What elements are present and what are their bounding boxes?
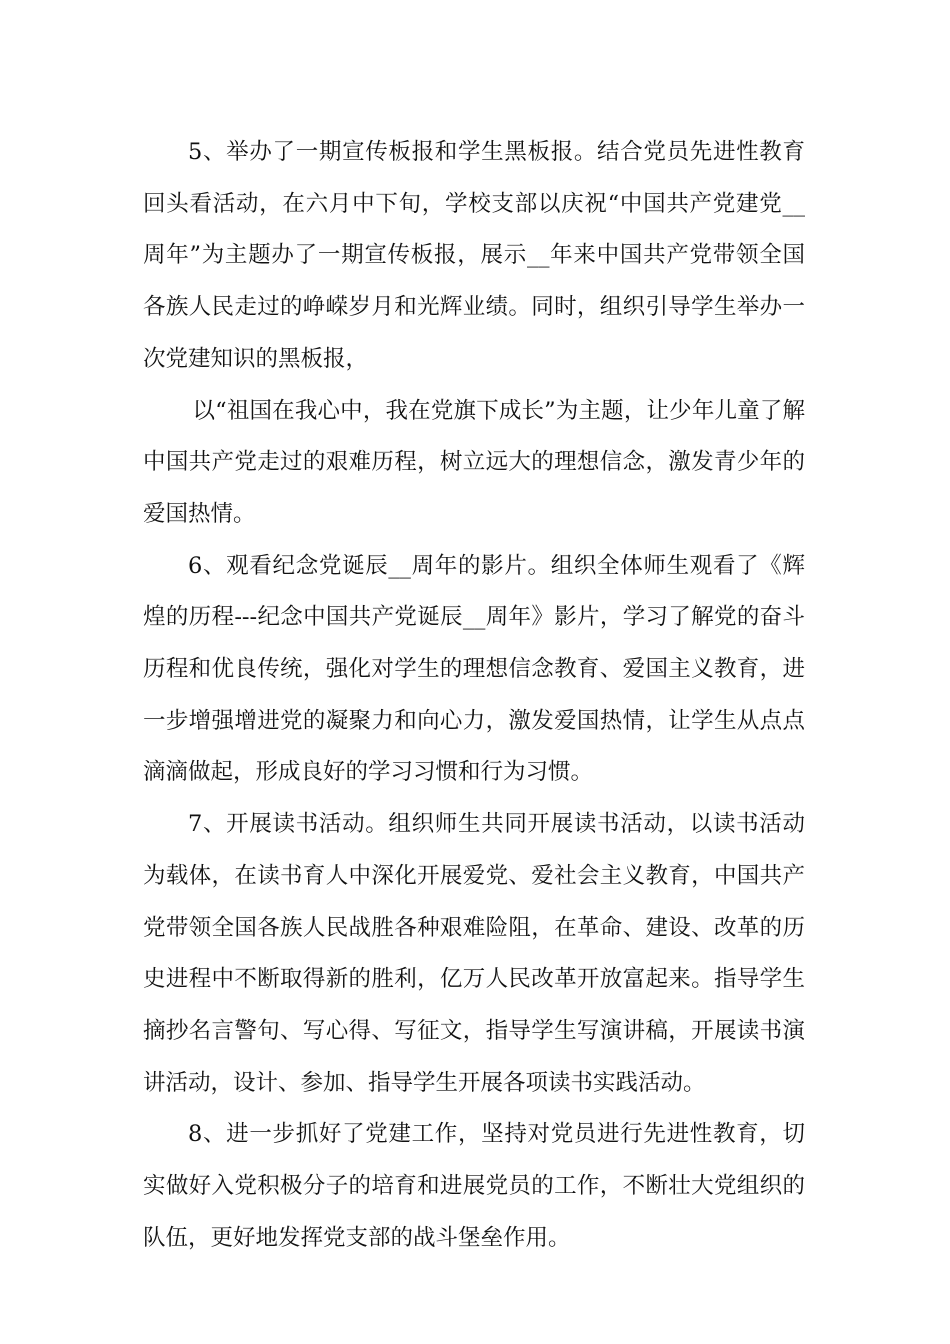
paragraph-continuation: 以“祖国在我心中，我在党旗下成长”为主题，让少年儿童了解中国共产党走过的艰难历程，树立远大的理想信念，激发青少年的爱国热情。 [143, 397, 805, 527]
paragraph-item-7: 7、开展读书活动。组织师生共同开展读书活动，以读书活动为载体，在读书育人中深化开展爱党、爱社会主义教育，中国共产党带领全国各族人民战胜各种艰难险阻，在革命、建设、改革的历史进程中不断取得新的胜利，亿万人民改革开放富起来。指导学生摘抄名言警句、写心得、写征文，指导学生写演讲稿，开展读书演讲活动，设计、参加、指导学生开展各项读书实践活动。 [143, 811, 805, 1096]
document-body [143, 127, 805, 1264]
paragraph-item-6: 6、观看纪念党诞辰__周年的影片。组织全体师生观看了《辉煌的历程---纪念中国共产党诞辰__周年》影片，学习了解党的奋斗历程和优良传统，强化对学生的理想信念教育、爱国主义教育，进一步增强增进党的凝聚力和向心力，激发爱国热情，让学生从点点滴滴做起，形成良好的学习习惯和行为习惯。 [143, 552, 805, 786]
paragraph-item-5: 5、举办了一期宣传板报和学生黑板报。结合党员先进性教育回头看活动，在六月中下旬，学校支部以庆祝“中国共产党建党__周年”为主题办了一期宣传板报，展示__年来中国共产党带领全国各族人民走过的峥嵘岁月和光辉业绩。同时，组织引导学生举办一次党建知识的黑板报， [143, 139, 805, 372]
paragraph-item-8: 8、进一步抓好了党建工作，坚持对党员进行先进性教育，切实做好入党积极分子的培育和进展党员的工作，不断壮大党组织的队伍，更好地发挥党支部的战斗堡垒作用。 [143, 1121, 805, 1251]
